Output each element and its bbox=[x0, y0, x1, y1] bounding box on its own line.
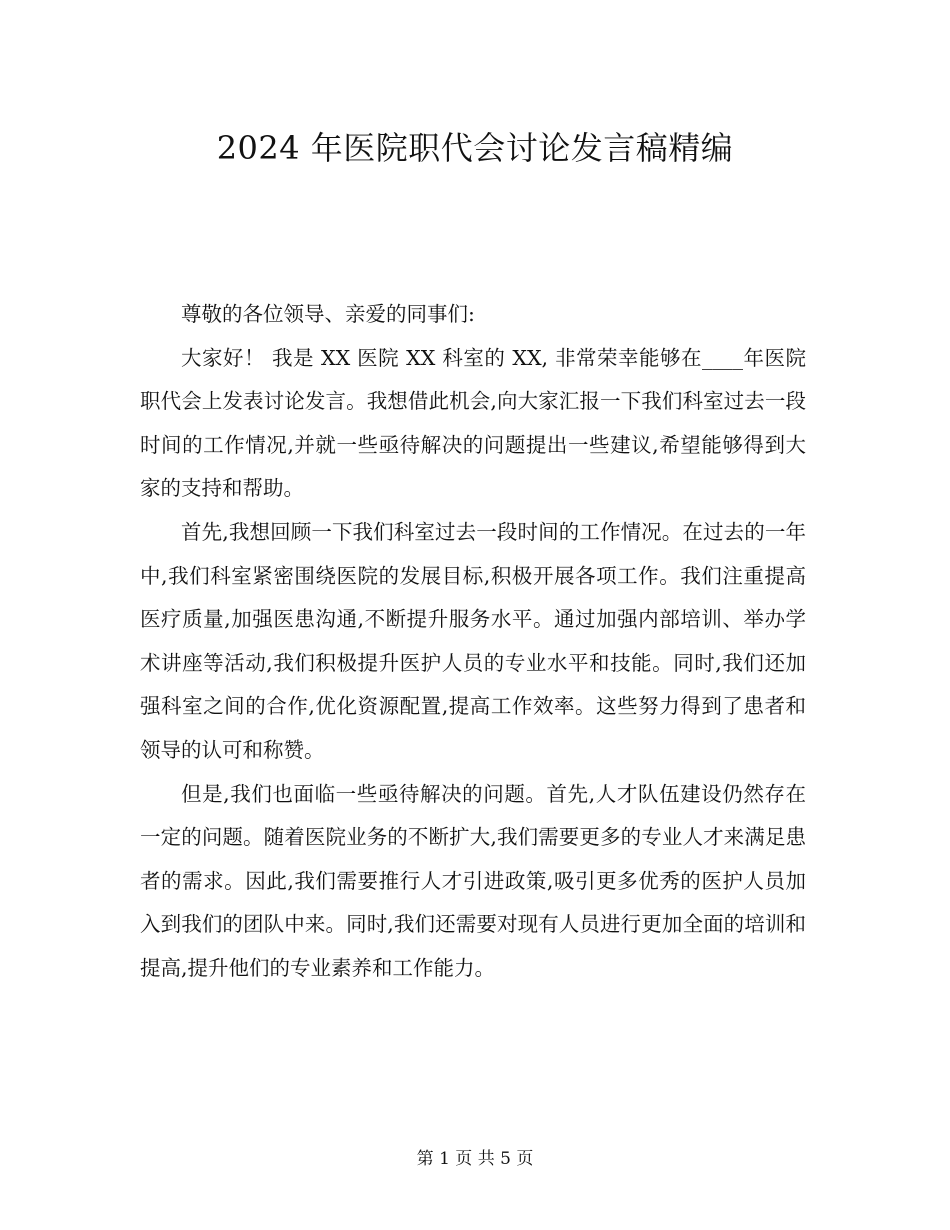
paragraph-work-review: 首先,我想回顾一下我们科室过去一段时间的工作情况。在过去的一年中,我们科室紧密围绕医院的发展目标,积极开展各项工作。我们注重提高医疗质量,加强医患沟通,不断提升服务水平。通过加强内部培训、举办学术讲座等活动,我们积极提升医护人员的专业水平和技能。同时,我们还加强科室之间的合作,优化资源配置,提高工作效率。这些努力得到了患者和领导的认可和称赞。 bbox=[140, 519, 806, 762]
document-body bbox=[140, 293, 806, 991]
paragraph-introduction: 大家好！ 我是 XX 医院 XX 科室的 XX, 非常荣幸能够在____年医院职代会上发表讨论发言。我想借此机会,向大家汇报一下我们科室过去一段时间的工作情况,并就一些亟待解决的问题提出一些建议,希望能够得到大家的支持和帮助。 bbox=[140, 345, 806, 501]
page-footer: 第 1 页 共 5 页 bbox=[416, 1149, 534, 1169]
document-title: 2024 年医院职代会讨论发言稿精编 bbox=[216, 129, 734, 167]
paragraph-salutation: 尊敬的各位领导、亲爱的同事们: bbox=[181, 302, 475, 326]
paragraph-problems: 但是,我们也面临一些亟待解决的问题。首先,人才队伍建设仍然存在一定的问题。随着医院业务的不断扩大,我们需要更多的专业人才来满足患者的需求。因此,我们需要推行人才引进政策,吸引更多优秀的医护人员加入到我们的团队中来。同时,我们还需要对现有人员进行更加全面的培训和提高,提升他们的专业素养和工作能力。 bbox=[140, 781, 806, 980]
